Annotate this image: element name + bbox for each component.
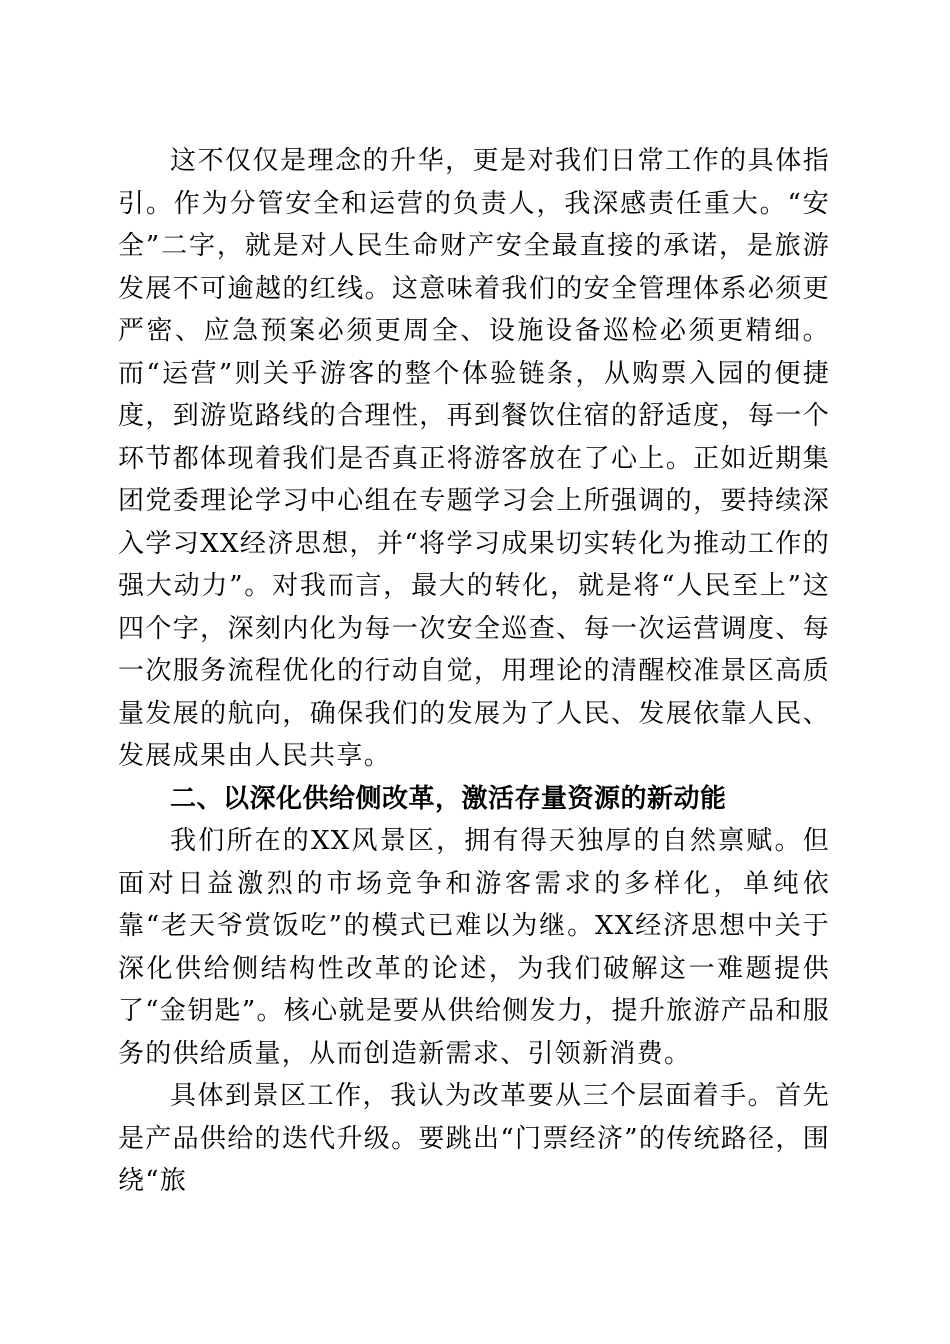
section-heading: 二、以深化供给侧改革，激活存量资源的新动能	[170, 783, 727, 814]
document-body	[118, 140, 830, 1203]
paragraph-body: 我们所在的XX风景区，拥有得天独厚的自然禀赋。但面对日益激烈的市场竞争和游客需求的多样化，单纯依靠“老天爷赏饭吃”的模式已难以为继。XX经济思想中关于深化供给侧结构性改革的论述，为我们破解这一难题提供了“金钥匙”。核心就是要从供给侧发力，提升旅游产品和服务的供给质量，从而创造新需求、引领新消费。	[118, 826, 830, 1069]
paragraph-body: 这不仅仅是理念的升华，更是对我们日常工作的具体指引。作为分管安全和运营的负责人，我深感责任重大。“安全”二字，就是对人民生命财产安全最直接的承诺，是旅游发展不可逾越的红线。这意味着我们的安全管理体系必须更严密、应急预案必须更周全、设施设备巡检必须更精细。而“运营”则关乎游客的整个体验链条，从购票入园的便捷度，到游览路线的合理性，再到餐饮住宿的舒适度，每一个环节都体现着我们是否真正将游客放在了心上。正如近期集团党委理论学习中心组在专题学习会上所强调的，要持续深入学习XX经济思想，并“将学习成果切实转化为推动工作的强大动力”。对我而言，最大的转化，就是将“人民至上”这四个字，深刻内化为每一次安全巡查、每一次运营调度、每一次服务流程优化的行动自觉，用理论的清醒校准景区高质量发展的航向，确保我们的发展为了人民、发展依靠人民、发展成果由人民共享。	[118, 146, 830, 771]
paragraph-body: 具体到景区工作，我认为改革要从三个层面着手。首先是产品供给的迭代升级。要跳出“门票经济”的传统路径，围绕“旅	[118, 1081, 830, 1196]
